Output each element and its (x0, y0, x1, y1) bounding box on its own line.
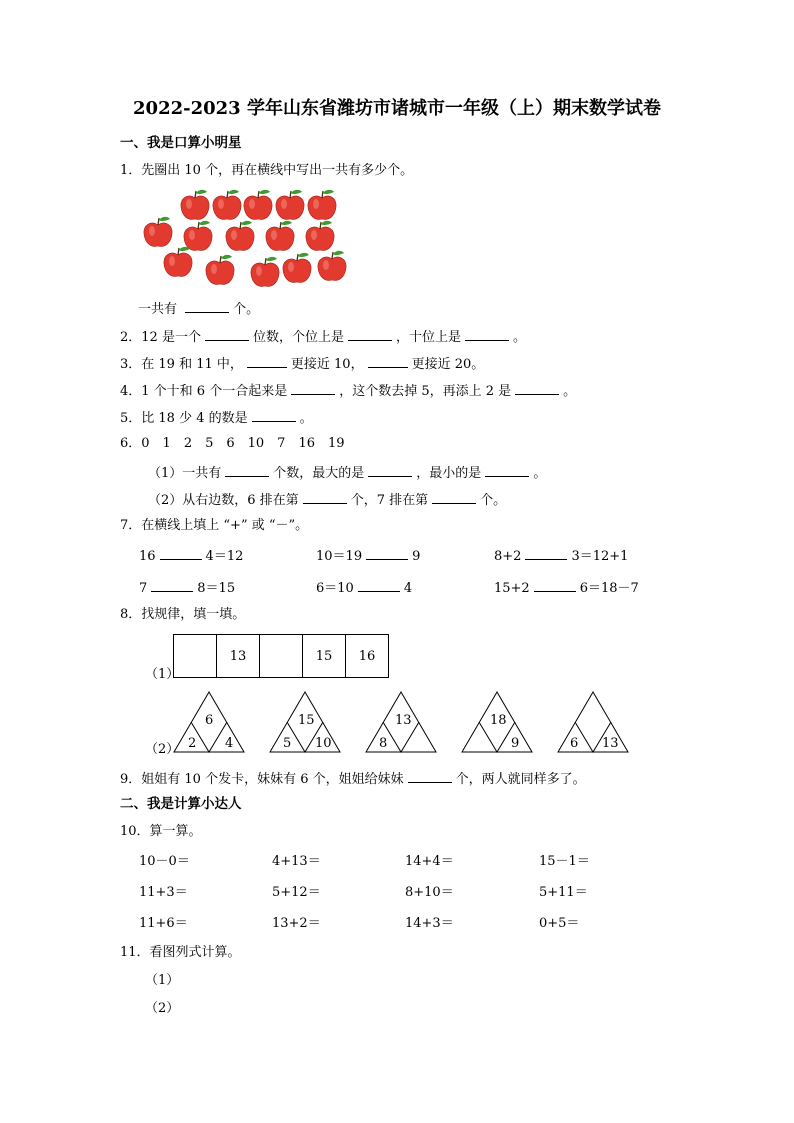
q7-right: 6＝18－7 (579, 581, 639, 596)
answer-blank[interactable] (525, 548, 567, 560)
calc-item: 5+11＝ (539, 885, 588, 900)
triangle-2-right: 10 (315, 736, 332, 751)
apple-icon[interactable] (266, 221, 294, 251)
section-heading-2: 二、我是计算小达人 (120, 796, 242, 812)
sequence-cell[interactable] (174, 635, 217, 677)
question-6-part: 个，7 排在第 (350, 493, 429, 508)
question-5 (120, 410, 313, 425)
answer-blank[interactable] (151, 580, 193, 592)
question-1-text: 1．先圈出 10 个，再在横线中写出一共有多少个。 (120, 163, 414, 178)
answer-prefix: 一共有 (138, 302, 178, 317)
triangle-1-top: 6 (205, 713, 214, 728)
calc-item: 15－1＝ (539, 854, 590, 869)
q7-left: 6＝10 (316, 581, 354, 596)
calc-item: 0+5＝ (539, 916, 580, 931)
apple-icon[interactable] (251, 257, 279, 287)
apple-icon[interactable] (181, 190, 209, 220)
triangle-2-top: 15 (298, 713, 315, 728)
q7-left: 7 (139, 581, 148, 596)
question-6-part: 个数，最大的是 (273, 466, 365, 481)
question-6-sub-2 (148, 492, 506, 507)
calc-item: 11+6＝ (139, 916, 188, 931)
question-4-part: 。 (563, 384, 577, 399)
question-11-sub-2: （2） (145, 1001, 180, 1016)
q7-right: 8＝15 (197, 581, 236, 596)
answer-blank[interactable] (534, 580, 576, 592)
question-9-part: 个，两人就同样多了。 (455, 772, 586, 787)
question-6-part: ，最小的是 (416, 466, 482, 481)
question-3-part: 3．在 19 和 11 中， (120, 357, 243, 372)
page-title: 2022-2023 学年山东省潍坊市诸城市一年级（上）期末数学试卷 (133, 98, 661, 119)
calc-item: 10－0＝ (139, 854, 190, 869)
question-3-part: 更接近 10， (290, 357, 364, 372)
q7-item (494, 548, 628, 563)
question-1-answer-line (138, 301, 259, 316)
apple-icon[interactable] (244, 190, 272, 220)
question-10-text: 10．算一算。 (120, 824, 202, 839)
apple-icon[interactable] (144, 217, 172, 247)
question-2-part: 。 (512, 330, 526, 345)
question-6-part: 。 (533, 466, 547, 481)
apple-icon[interactable] (184, 221, 212, 251)
calc-item: 5+12＝ (272, 885, 321, 900)
question-3-part: 更接近 20。 (411, 357, 485, 372)
sequence-cell: 13 (217, 635, 260, 677)
q7-left: 8+2 (494, 549, 522, 564)
q7-right: 9 (412, 549, 421, 564)
sequence-cell: 15 (303, 635, 346, 677)
question-2-part: 位数，个位上是 (252, 330, 344, 345)
number-sequence-boxes (173, 634, 389, 678)
calc-item: 14+4＝ (405, 854, 454, 869)
answer-blank[interactable] (291, 383, 335, 395)
answer-blank[interactable] (303, 492, 347, 504)
apple-picture (135, 185, 355, 290)
triangle-5-right: 13 (602, 736, 619, 751)
question-9 (120, 771, 586, 786)
question-2 (120, 329, 526, 344)
section-heading-1: 一、我是口算小明星 (120, 135, 242, 151)
apple-icon[interactable] (206, 255, 234, 285)
answer-blank[interactable] (185, 301, 229, 313)
q7-left: 16 (139, 549, 156, 564)
answer-blank[interactable] (485, 465, 529, 477)
sequence-cell: 16 (358, 648, 376, 664)
calc-item: 8+10＝ (405, 885, 454, 900)
answer-blank[interactable] (225, 465, 269, 477)
apple-icon[interactable] (318, 251, 346, 281)
apple-icon[interactable] (226, 221, 254, 251)
q7-item (139, 580, 235, 595)
answer-blank[interactable] (205, 329, 249, 341)
apple-icon[interactable] (308, 190, 336, 220)
answer-blank[interactable] (366, 548, 408, 560)
triangle-2-left: 5 (283, 736, 292, 751)
triangle-4-top: 18 (490, 713, 507, 728)
number-triangles (0, 690, 794, 770)
question-4-part: ，这个数去掉 5，再添上 2 是 (339, 384, 512, 399)
answer-suffix: 个。 (233, 302, 260, 317)
calc-item: 13+2＝ (272, 916, 321, 931)
answer-blank[interactable] (252, 410, 296, 422)
question-2-part: ，十位上是 (395, 330, 461, 345)
calc-item: 4+13＝ (272, 854, 321, 869)
answer-blank[interactable] (368, 356, 408, 368)
apple-icon[interactable] (276, 190, 304, 220)
question-5-part: 。 (299, 411, 313, 426)
triangle-3-left: 8 (379, 736, 388, 751)
answer-blank[interactable] (515, 383, 559, 395)
question-8-sub-2-label: （2） (145, 742, 180, 757)
answer-blank[interactable] (432, 492, 476, 504)
triangle-1-right: 4 (225, 736, 234, 751)
apple-icon[interactable] (213, 190, 241, 220)
q7-right: 4 (403, 581, 413, 596)
apples-svg (135, 185, 355, 290)
question-3 (120, 356, 484, 371)
q7-left: 15+2 (494, 581, 530, 596)
question-9-part: 9．姐姐有 10 个发卡，妹妹有 6 个，姐姐给妹妹 (120, 772, 404, 787)
calc-item: 14+3＝ (405, 916, 454, 931)
question-8-text: 8．找规律，填一填。 (120, 607, 246, 622)
calc-item: 11+3＝ (139, 885, 188, 900)
q7-item (316, 548, 420, 563)
question-8-sub-1-label: （1） (145, 667, 180, 682)
question-6-part: （1）一共有 (148, 466, 222, 481)
question-4 (120, 383, 576, 398)
triangle-5-left: 6 (570, 736, 579, 751)
answer-blank[interactable] (358, 580, 400, 592)
answer-blank[interactable] (348, 329, 392, 341)
triangle-3-top: 13 (395, 713, 412, 728)
answer-blank[interactable] (408, 771, 452, 783)
answer-blank[interactable] (465, 329, 509, 341)
answer-blank[interactable] (368, 465, 412, 477)
answer-blank[interactable] (160, 548, 202, 560)
triangle-1-left: 2 (188, 736, 197, 751)
question-6-part: （2）从右边数，6 排在第 (148, 493, 299, 508)
q7-left: 10＝19 (316, 549, 363, 564)
question-2-part: 2．12 是一个 (120, 330, 201, 345)
answer-blank[interactable] (247, 356, 287, 368)
question-6-sub-1 (148, 465, 546, 480)
q7-item (316, 580, 412, 595)
question-7-text: 7．在横线上填上 “+” 或 “－”。 (120, 518, 309, 533)
sequence-cell[interactable] (260, 635, 303, 677)
apple-icon[interactable] (306, 221, 334, 251)
question-6-part: 个。 (480, 493, 507, 508)
apple-icon[interactable] (164, 247, 192, 277)
question-5-part: 5．比 18 少 4 的数是 (120, 411, 248, 426)
question-6-text: 6．0 1 2 5 6 10 7 16 19 (120, 436, 345, 451)
triangle-4-right: 9 (511, 736, 520, 751)
q7-item (139, 548, 243, 563)
question-4-part: 4．1 个十和 6 个一合起来是 (120, 384, 288, 399)
q7-item (494, 580, 639, 595)
apple-icon[interactable] (283, 253, 311, 283)
q7-right: 4＝12 (205, 549, 244, 564)
question-11-text: 11．看图列式计算。 (120, 945, 241, 960)
question-11-sub-1: （1） (145, 973, 180, 988)
q7-right: 3＝12+1 (571, 549, 629, 564)
